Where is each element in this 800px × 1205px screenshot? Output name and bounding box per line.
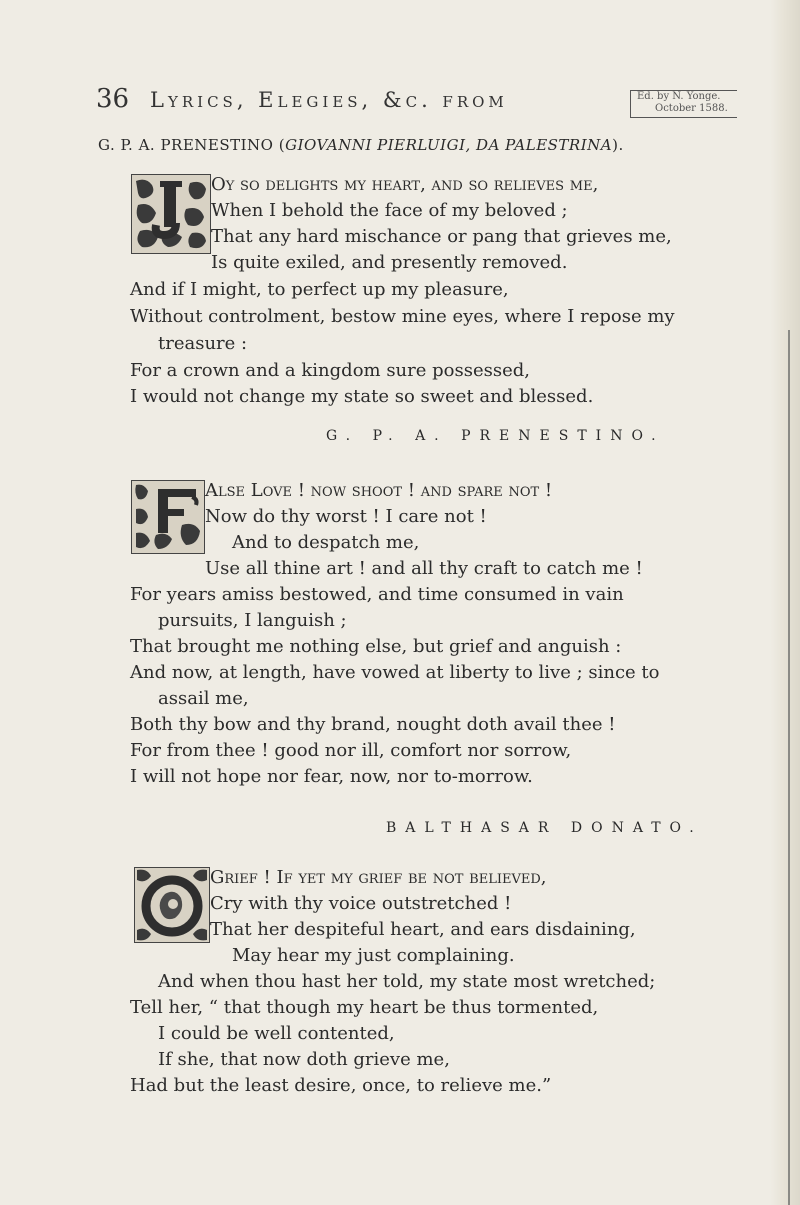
page-edge-shadow xyxy=(770,0,800,1205)
poem-2-heading: G. P. A. PRENESTINO. xyxy=(326,428,665,444)
poem-1-heading-fullname: GIOVANNI PIERLUIGI, DA PALESTRINA xyxy=(285,136,613,154)
poem-1-line-7: treasure : xyxy=(158,333,248,354)
poem-2-line-5: For years amiss bestowed, and time consumed in vain xyxy=(130,584,624,605)
poem-2-line-8: And now, at length, have vowed at liberty to live ; since to xyxy=(130,662,660,683)
poem-1-heading xyxy=(98,136,624,154)
decorated-initial-f-icon xyxy=(132,481,204,553)
page-number: 36 xyxy=(96,84,130,114)
decorated-initial-o-icon xyxy=(135,868,209,942)
poem-3-line-1: Grief ! If yet my grief be not believed, xyxy=(210,867,547,888)
poem-3-line-9: Had but the least desire, once, to relieve me.” xyxy=(130,1075,552,1096)
poem-1-line-4: Is quite exiled, and presently removed. xyxy=(211,252,568,273)
running-head-title: Lyrics, Elegies, &c. from xyxy=(150,88,508,112)
source-note-line-2: October 1588. xyxy=(655,103,728,114)
poem-2-line-2: Now do thy worst ! I care not ! xyxy=(205,506,487,527)
poem-2-line-12: I will not hope nor fear, now, nor to-morrow. xyxy=(130,766,533,787)
source-note-line-1: Ed. by N. Yonge. xyxy=(637,91,721,102)
poem-3-line-2: Cry with thy voice outstretched ! xyxy=(210,893,512,914)
poem-2-line-4: Use all thine art ! and all thy craft to catch me ! xyxy=(205,558,643,579)
poem-3-line-7: I could be well contented, xyxy=(158,1023,395,1044)
poem-2-line-1: Alse Love ! now shoot ! and spare not ! xyxy=(205,480,553,501)
poem-1-heading-close: ). xyxy=(612,136,624,154)
source-note xyxy=(630,90,737,118)
poem-1-heading-author: G. P. A. PRENESTINO ( xyxy=(98,136,286,154)
poem-3-line-8: If she, that now doth grieve me, xyxy=(158,1049,450,1070)
decorated-initial-f xyxy=(131,480,205,554)
poem-1-line-6: Without controlment, bestow mine eyes, where I repose my xyxy=(130,306,675,327)
poem-2-line-3: And to despatch me, xyxy=(232,532,420,553)
poem-1-line-2: When I behold the face of my beloved ; xyxy=(211,200,568,221)
poem-2-line-11: For from thee ! good nor ill, comfort nor sorrow, xyxy=(130,740,572,761)
poem-2-line-10: Both thy bow and thy brand, nought doth avail thee ! xyxy=(130,714,616,735)
poem-3-line-3: That her despiteful heart, and ears disdaining, xyxy=(210,919,636,940)
poem-2-line-7: That brought me nothing else, but grief and anguish : xyxy=(130,636,622,657)
poem-3-heading: BALTHASAR DONATO. xyxy=(386,820,703,836)
decorated-initial-o xyxy=(134,867,210,943)
poem-3-line-6: Tell her, “ that though my heart be thus tormented, xyxy=(130,997,599,1018)
poem-1-line-5: And if I might, to perfect up my pleasure, xyxy=(130,279,509,300)
poem-3-line-4: May hear my just complaining. xyxy=(232,945,515,966)
poem-1-line-1: Oy so delights my heart, and so relieves me, xyxy=(211,174,599,195)
decorated-initial-j-icon xyxy=(132,175,210,253)
poem-1-line-9: I would not change my state so sweet and blessed. xyxy=(130,386,594,407)
poem-1-line-3: That any hard mischance or pang that grieves me, xyxy=(211,226,672,247)
poem-2-line-9: assail me, xyxy=(158,688,249,709)
decorated-initial-j xyxy=(131,174,211,254)
poem-1-line-8: For a crown and a kingdom sure possessed, xyxy=(130,360,530,381)
running-head xyxy=(96,84,776,128)
poem-3-line-5: And when thou hast her told, my state most wretched; xyxy=(158,971,656,992)
poem-2-line-6: pursuits, I languish ; xyxy=(158,610,347,631)
